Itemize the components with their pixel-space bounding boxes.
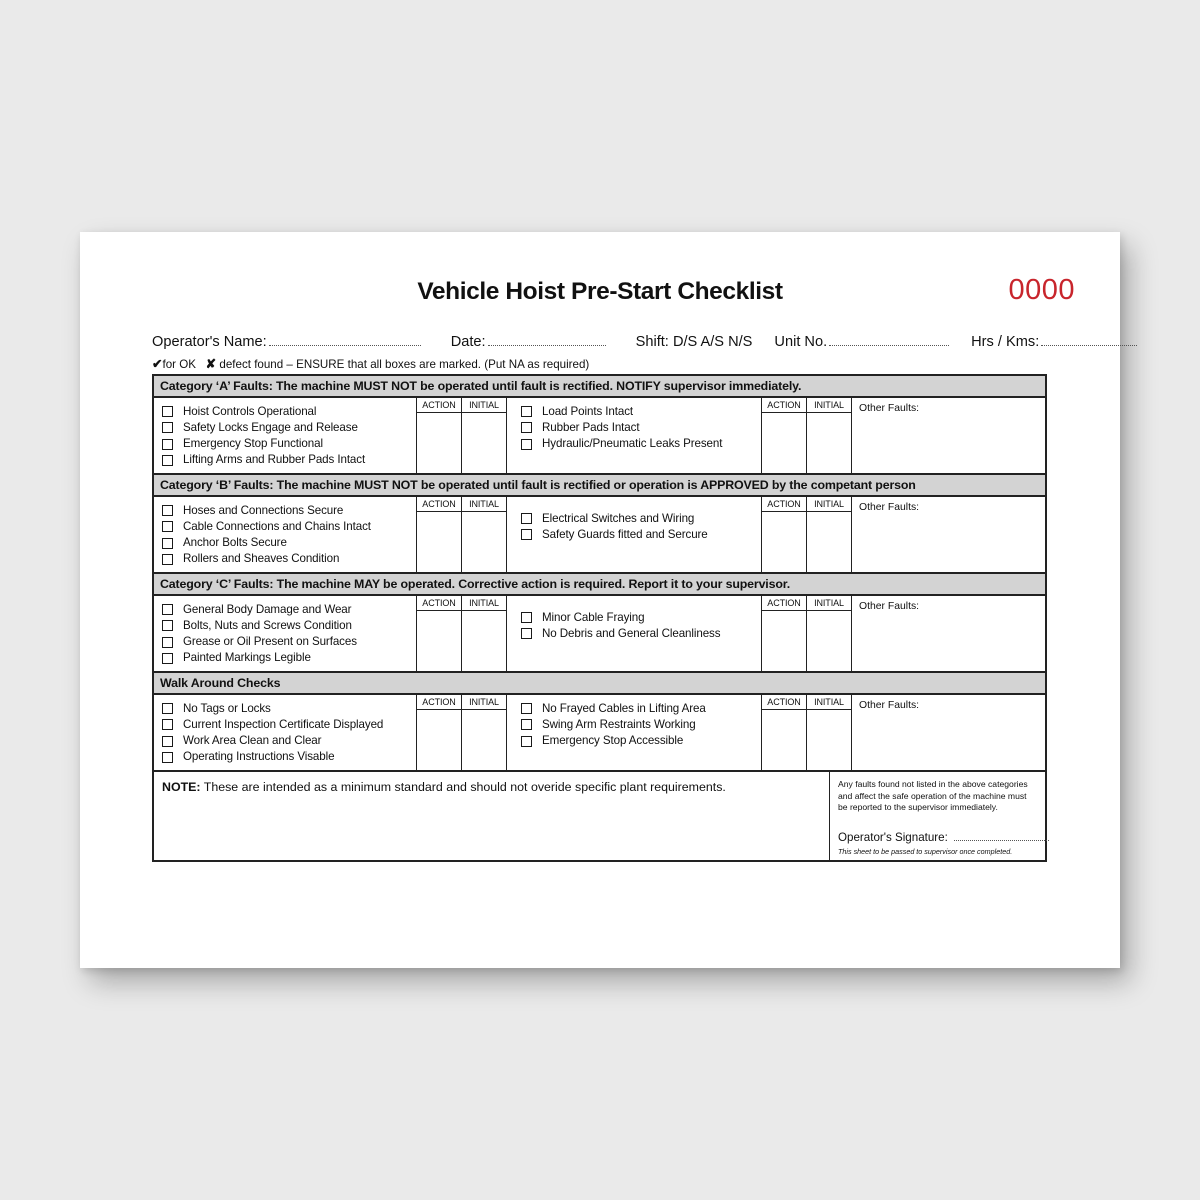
checklist-item	[162, 552, 416, 568]
checkbox[interactable]	[162, 538, 173, 549]
checklist-item	[521, 733, 761, 749]
column-header-initial: INITIAL	[462, 695, 506, 710]
checklist-item	[521, 701, 761, 717]
checklist-item-label: Emergency Stop Functional	[183, 437, 323, 451]
unit-no-label: Unit No.	[774, 334, 828, 350]
section-c-right-initial-column[interactable]	[807, 596, 852, 671]
checklist-item-label: Rubber Pads Intact	[542, 420, 640, 434]
checklist-item-label: No Debris and General Cleanliness	[542, 626, 721, 640]
section-heading-walk-around: Walk Around Checks	[154, 673, 1045, 695]
section-walk-right-items	[507, 695, 762, 770]
section-walk-right-action-column[interactable]	[762, 695, 807, 770]
section-b-right-items	[507, 497, 762, 572]
column-header-initial: INITIAL	[807, 695, 851, 710]
section-heading-a: Category ‘A’ Faults: The machine MUST NOT be operated until fault is rectified. NOTIFY supervisor immediately.	[154, 376, 1045, 398]
check-icon: ✔	[152, 357, 163, 371]
checklist-item-label: General Body Damage and Wear	[183, 602, 352, 616]
hrs-kms-input[interactable]	[1041, 332, 1137, 346]
legend-cross-text: defect found – ENSURE that all boxes are marked. (Put NA as required)	[219, 358, 590, 371]
checklist-item	[162, 519, 416, 535]
column-header-action: ACTION	[762, 497, 806, 512]
checklist-table	[152, 374, 1047, 862]
checkbox[interactable]	[162, 637, 173, 648]
checklist-item	[162, 602, 416, 618]
checklist-item	[162, 453, 416, 469]
cross-icon: ✘	[205, 357, 217, 371]
checklist-item	[162, 651, 416, 667]
section-c-right-action-column[interactable]	[762, 596, 807, 671]
column-header-initial: INITIAL	[807, 398, 851, 413]
checklist-item	[521, 420, 761, 436]
checklist-item	[162, 701, 416, 717]
date-label: Date:	[450, 334, 486, 350]
checkbox[interactable]	[162, 719, 173, 730]
section-walk-other-faults[interactable]	[852, 695, 1045, 770]
checklist-item	[521, 626, 761, 642]
signature-row	[838, 829, 1049, 844]
checkbox[interactable]	[521, 529, 532, 540]
section-body-c	[154, 596, 1045, 673]
date-input[interactable]	[488, 332, 606, 346]
column-header-initial: INITIAL	[807, 596, 851, 611]
section-b-right-initial-column[interactable]	[807, 497, 852, 572]
checkbox[interactable]	[521, 439, 532, 450]
checklist-item-label: Load Points Intact	[542, 404, 634, 418]
page-title: Vehicle Hoist Pre-Start Checklist	[417, 278, 783, 305]
checklist-item	[521, 436, 761, 452]
checklist-item	[162, 733, 416, 749]
checklist-item-label: No Frayed Cables in Lifting Area	[542, 701, 706, 715]
checklist-item	[521, 717, 761, 733]
section-c-right-items	[507, 596, 762, 671]
checklist-item-label: Current Inspection Certificate Displayed	[183, 717, 384, 731]
column-header-action: ACTION	[417, 497, 461, 512]
checklist-item-label: Anchor Bolts Secure	[183, 536, 287, 550]
column-header-action: ACTION	[417, 695, 461, 710]
section-walk-left-action-column[interactable]	[417, 695, 462, 770]
column-header-initial: INITIAL	[462, 398, 506, 413]
checklist-item-label: Hoses and Connections Secure	[183, 503, 344, 517]
section-body-walk-around	[154, 695, 1045, 772]
section-a-right-initial-column[interactable]	[807, 398, 852, 473]
checklist-item-label: Lifting Arms and Rubber Pads Intact	[183, 453, 366, 467]
checklist-item-label: Operating Instructions Visable	[183, 750, 335, 764]
checkbox[interactable]	[162, 620, 173, 631]
checkbox[interactable]	[521, 513, 532, 524]
shift-label: Shift:	[635, 334, 669, 350]
checklist-item	[162, 717, 416, 733]
section-b-other-faults[interactable]	[852, 497, 1045, 572]
checklist-item	[162, 634, 416, 650]
note-row	[154, 772, 1045, 860]
legend-tick-text: for OK	[162, 358, 196, 371]
section-c-left-action-column[interactable]	[417, 596, 462, 671]
checkbox[interactable]	[521, 719, 532, 730]
other-faults-label: Other Faults:	[859, 502, 920, 513]
other-faults-label: Other Faults:	[859, 700, 920, 711]
checklist-item-label: No Tags or Locks	[183, 701, 271, 715]
checkbox[interactable]	[162, 736, 173, 747]
checklist-item	[162, 436, 416, 452]
header-fields-row	[152, 332, 1048, 354]
section-walk-right-initial-column[interactable]	[807, 695, 852, 770]
checklist-item	[521, 404, 761, 420]
note-text: These are intended as a minimum standard and should not overide specific plant requirements.	[203, 780, 726, 794]
column-header-action: ACTION	[762, 695, 806, 710]
signature-input[interactable]	[954, 829, 1049, 841]
checklist-item	[162, 420, 416, 436]
checklist-item	[162, 618, 416, 634]
section-c-left-initial-column[interactable]	[462, 596, 507, 671]
section-b-left-items	[154, 497, 417, 572]
section-walk-left-initial-column[interactable]	[462, 695, 507, 770]
signature-label: Operator's Signature:	[838, 831, 948, 844]
checkbox[interactable]	[162, 521, 173, 532]
section-a-right-items	[507, 398, 762, 473]
checkbox[interactable]	[162, 752, 173, 763]
checklist-item	[521, 511, 761, 527]
checkbox[interactable]	[521, 612, 532, 623]
checklist-item-label: Cable Connections and Chains Intact	[183, 519, 371, 533]
checklist-item	[162, 750, 416, 766]
checklist-item-label: Hydraulic/Pneumatic Leaks Present	[542, 437, 723, 451]
checkbox[interactable]	[162, 703, 173, 714]
checkbox[interactable]	[521, 628, 532, 639]
shift-options[interactable]: D/S A/S N/S	[672, 334, 753, 350]
footer-note: This sheet to be passed to supervisor once completed.	[838, 847, 1013, 856]
checklist-sheet	[80, 232, 1120, 968]
checklist-item-label: Safety Locks Engage and Release	[183, 420, 358, 434]
section-body-b	[154, 497, 1045, 574]
other-faults-label: Other Faults:	[859, 403, 920, 414]
checkbox[interactable]	[521, 703, 532, 714]
checkbox[interactable]	[162, 406, 173, 417]
checklist-item-label: Bolts, Nuts and Screws Condition	[183, 618, 352, 632]
checklist-item-label: Work Area Clean and Clear	[183, 734, 322, 748]
section-b-left-action-column[interactable]	[417, 497, 462, 572]
column-header-initial: INITIAL	[462, 596, 506, 611]
section-a-left-initial-column[interactable]	[462, 398, 507, 473]
serial-number: 0000	[1008, 274, 1075, 306]
checklist-item	[162, 404, 416, 420]
column-header-action: ACTION	[762, 596, 806, 611]
checklist-item	[521, 527, 761, 543]
footer-disclaimer: Any faults found not listed in the above categories and affect the safe operation of the machine must be reported to the supervisor immediately.	[838, 779, 1028, 813]
checklist-item	[521, 610, 761, 626]
column-header-initial: INITIAL	[462, 497, 506, 512]
operator-name-input[interactable]	[269, 332, 421, 346]
section-b-left-initial-column[interactable]	[462, 497, 507, 572]
column-header-action: ACTION	[417, 398, 461, 413]
hrs-kms-label: Hrs / Kms:	[971, 334, 1040, 350]
section-a-right-action-column[interactable]	[762, 398, 807, 473]
section-heading-c: Category ‘C’ Faults: The machine MAY be operated. Corrective action is required. Report it to your supervisor.	[154, 574, 1045, 596]
checklist-item-label: Emergency Stop Accessible	[542, 734, 684, 748]
checkbox[interactable]	[521, 422, 532, 433]
checklist-item-label: Painted Markings Legible	[183, 651, 311, 665]
section-c-other-faults[interactable]	[852, 596, 1045, 671]
checklist-item-label: Safety Guards fitted and Sercure	[542, 527, 708, 541]
checklist-item	[162, 503, 416, 519]
checklist-item-label: Electrical Switches and Wiring	[542, 511, 695, 525]
column-header-initial: INITIAL	[807, 497, 851, 512]
checkbox[interactable]	[521, 406, 532, 417]
section-body-a	[154, 398, 1045, 475]
title-row	[80, 274, 1120, 318]
other-faults-label: Other Faults:	[859, 601, 920, 612]
checklist-item-label: Grease or Oil Present on Surfaces	[183, 635, 357, 649]
checklist-item-label: Hoist Controls Operational	[183, 404, 317, 418]
checkbox[interactable]	[162, 604, 173, 615]
section-a-left-items	[154, 398, 417, 473]
checkbox[interactable]	[162, 422, 173, 433]
checkbox[interactable]	[162, 455, 173, 466]
note-text-block	[154, 772, 830, 860]
column-header-action: ACTION	[417, 596, 461, 611]
section-heading-b: Category ‘B’ Faults: The machine MUST NOT be operated until fault is rectified or operation is APPROVED by the competant person	[154, 475, 1045, 497]
checkbox[interactable]	[162, 554, 173, 565]
column-header-action: ACTION	[762, 398, 806, 413]
section-a-other-faults[interactable]	[852, 398, 1045, 473]
section-walk-left-items	[154, 695, 417, 770]
checklist-item-label: Rollers and Sheaves Condition	[183, 552, 340, 566]
legend	[152, 356, 589, 371]
section-b-right-action-column[interactable]	[762, 497, 807, 572]
section-a-left-action-column[interactable]	[417, 398, 462, 473]
checkbox[interactable]	[521, 736, 532, 747]
unit-no-input[interactable]	[829, 332, 949, 346]
operator-name-label: Operator's Name:	[152, 334, 267, 350]
checkbox[interactable]	[162, 505, 173, 516]
checkbox[interactable]	[162, 653, 173, 664]
footer-info-box	[830, 772, 1045, 860]
note-label: NOTE:	[162, 780, 201, 794]
checklist-item-label: Minor Cable Fraying	[542, 610, 645, 624]
checkbox[interactable]	[162, 439, 173, 450]
checklist-item-label: Swing Arm Restraints Working	[542, 717, 696, 731]
section-c-left-items	[154, 596, 417, 671]
checklist-item	[162, 535, 416, 551]
